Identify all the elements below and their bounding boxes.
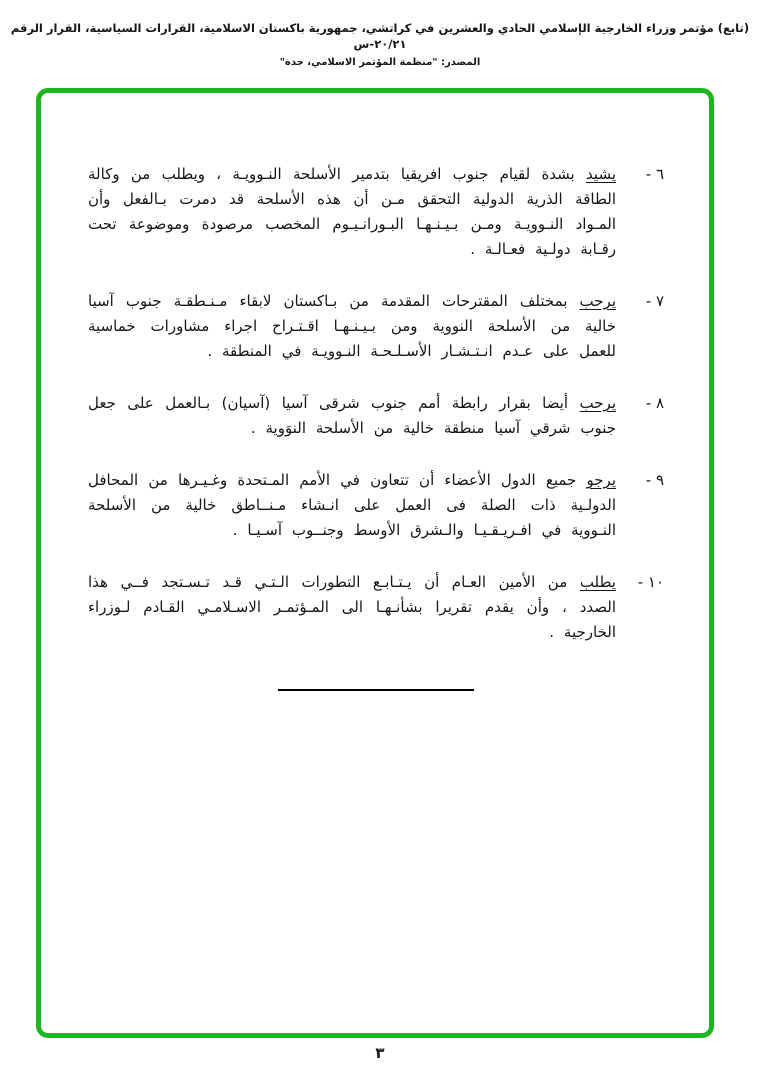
item-number: ١٠ - [637, 573, 664, 591]
item-body-text: بمختلف المقترحات المقدمة من بـاكستان لابقاء مـنـطقـة جنوب آسيا خالية من الأسلحة النووية ومن بـيـنـهـا اقـتـراح اجراء مشاورات خماسية للعمل على عـدم انـتـشـار الأسـلـحـة النـوويـة في المنطقة . [88, 292, 616, 360]
page-number: ٣ [375, 1044, 385, 1062]
document-header [10, 20, 750, 68]
resolution-item-8 [88, 391, 664, 441]
resolution-item-10 [88, 570, 664, 645]
header-title-line: (تابع) مؤتمر وزراء الخارجية الإسلامي الحادي والعشرين في كراتشي، جمهورية باكستان الاسلامية، القرارات السياسية، القرار الرقم ٢٠/٢١-س [10, 21, 750, 51]
item-paragraph [88, 162, 616, 262]
item-lead-word: يطلب [579, 573, 616, 591]
header-source-line: المصدر: "منظمة المؤتمر الاسلامي، جدة" [279, 57, 481, 68]
item-lead-word: يرحب [579, 292, 616, 310]
item-lead-word: يشيد [586, 165, 617, 183]
item-paragraph [88, 468, 616, 543]
item-number: ٨ - [645, 394, 664, 412]
resolution-item-9 [88, 468, 664, 543]
resolution-item-7 [88, 289, 664, 364]
item-lead-word: يرجو [586, 471, 617, 489]
item-number: ٧ - [645, 292, 664, 310]
item-paragraph [88, 289, 616, 364]
item-lead-word: يرحب [579, 394, 616, 412]
item-body-text: أيضا بقرار رابطة أمم جنوب شرقى آسيا (آسيان) بـالعمل على جعل جنوب شرقي آسيا منطقة خالية من الأسلحة النوَوية . [88, 394, 616, 437]
item-body-text: من الأمين العـام أن يـتـابـع التطورات الـتـي قـد تـسـتجد فــي هذا الصدد ، وأن يقدم تقريرا بشأنـهـا الى المـؤتمـر الاسـلامـي القـادم لـوزراء الخارجية . [88, 573, 616, 641]
item-body-text: جميع الدول الأعضاء أن تتعاون في الأمم المـتحدة وغـيـرها من المحافل الدولـية ذات الصلة فى العمل على انـشاء مـنــاطق خالية من الأسلحة النـووية في افـريـقـيـا والـشرق الأوسط وجنــوب آسـيـا . [88, 471, 616, 539]
resolution-text-block [88, 162, 664, 691]
resolution-item-6 [88, 162, 664, 262]
item-number: ٦ - [645, 165, 664, 183]
item-body-text: بشدة لقيام جنوب افريقيا بتدمير الأسلحة النـوويـة ، ويطلب من وكالة الطاقة الذرية الدولية التحقق مـن أن هذه الأسلحة قد دمرت بـالفعل وأن المـواد النـوويـة ومـن بـيـنـهـا البـورانـيـوم المخصب مرصودة وموضوعة تحت رقـابة دولـية فعـالـة . [88, 165, 616, 258]
item-paragraph [88, 391, 616, 441]
end-of-text-divider [278, 689, 474, 691]
item-paragraph [88, 570, 616, 645]
item-number: ٩ - [645, 471, 664, 489]
